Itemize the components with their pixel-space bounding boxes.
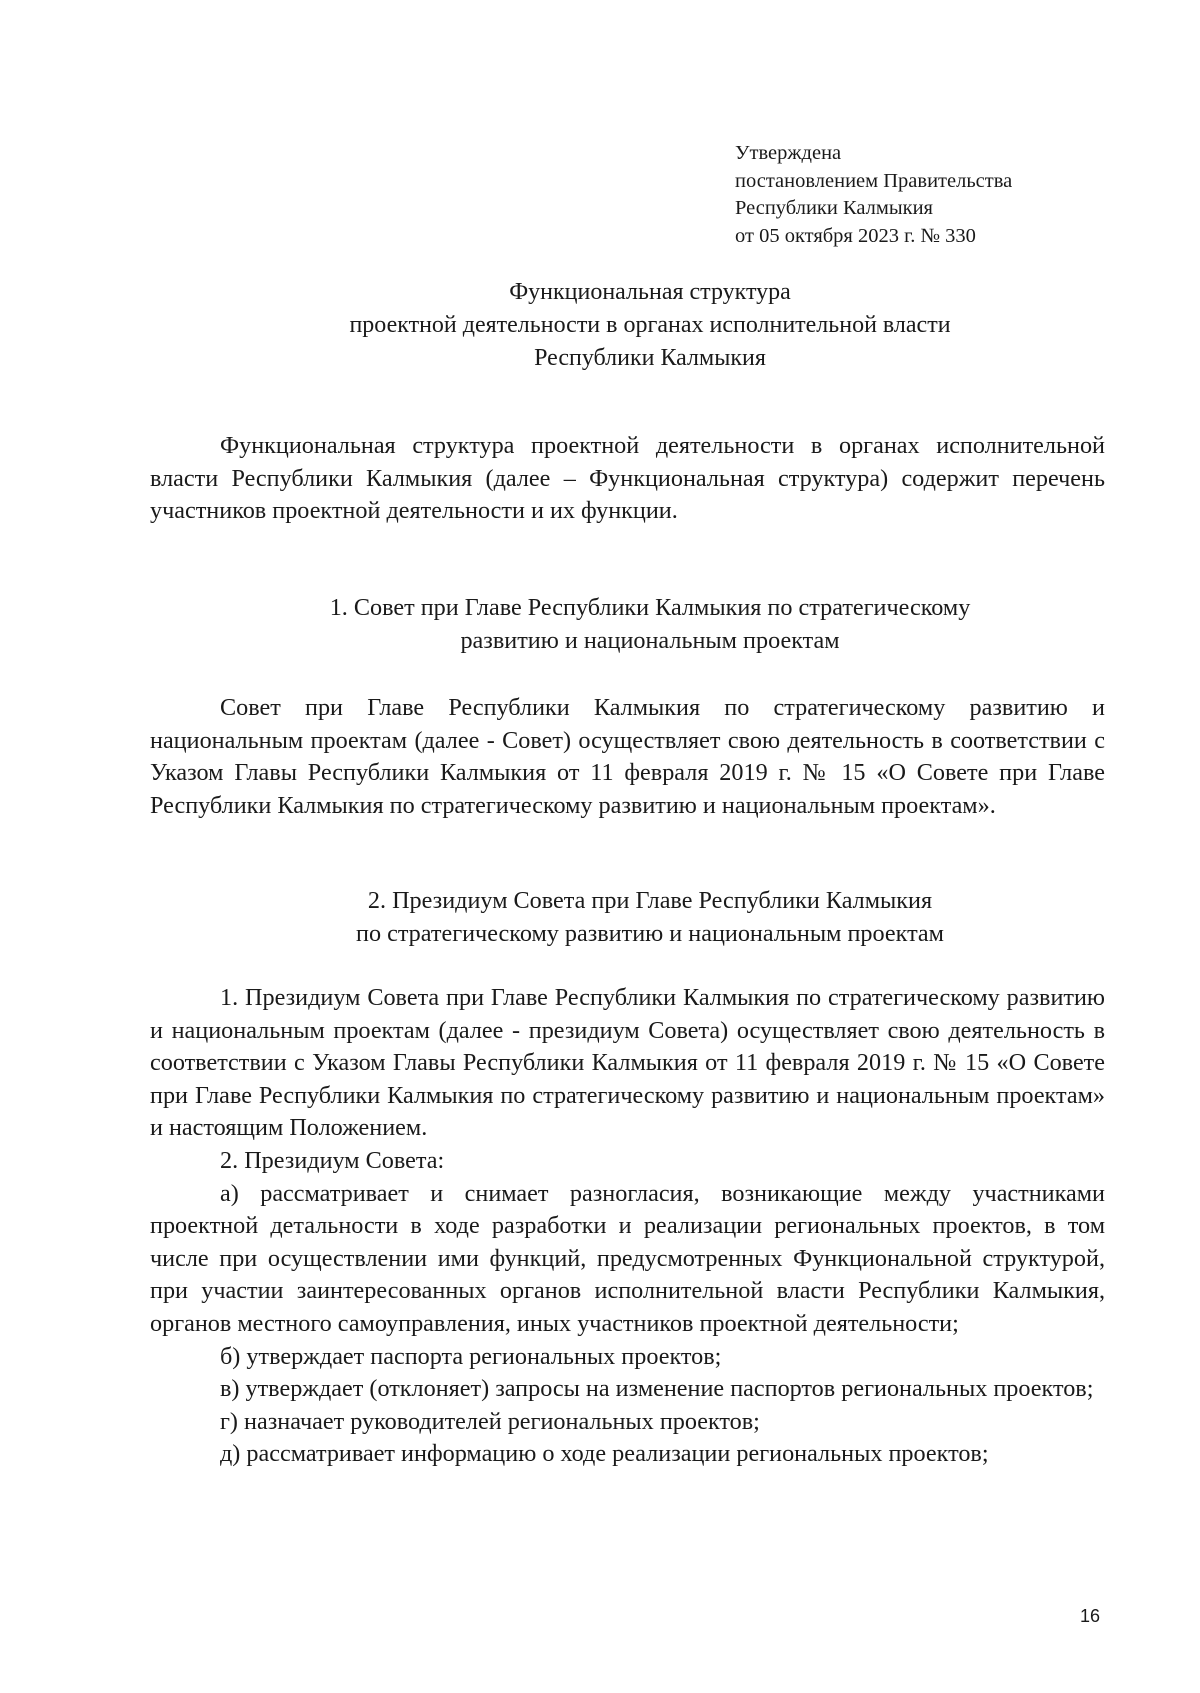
section-1-body bbox=[150, 692, 1105, 822]
section-2-body bbox=[150, 982, 1105, 1471]
section-2-paragraph-2: 2. Президиум Совета: bbox=[220, 1146, 445, 1174]
page-number: 16 bbox=[1080, 1606, 1101, 1626]
heading-line: 2. Президиум Совета при Главе Республики Калмыкия bbox=[367, 887, 933, 914]
title-line: Республики Калмыкия bbox=[534, 345, 766, 371]
approval-line: Республики Калмыкия bbox=[735, 197, 933, 219]
intro-paragraph: Функциональная структура проектной деятельности в органах исполнительной власти Республики Калмыкия (далее – Функциональная структура) содержит перечень участников проектной деятельности и их функции. bbox=[150, 432, 1105, 525]
list-item: б) утверждает паспорта региональных проектов; bbox=[220, 1342, 722, 1370]
document-title bbox=[150, 276, 1150, 375]
section-2-paragraph-1: 1. Президиум Совета при Главе Республики Калмыкия по стратегическому развитию и национальным проектам (далее - президиум Совета) осуществляет свою деятельность в соответствии с Указом Главы Республики Калмыкия от 11 февраля 2019 г. № 15 «О Совете при Главе Республики Калмыкия по стратегическому развитию и национальным проектам» и настоящим Положением. bbox=[150, 984, 1105, 1142]
title-line: проектной деятельности в органах исполнительной власти bbox=[349, 312, 951, 338]
list-item: д) рассматривает информацию о ходе реализации региональных проектов; bbox=[220, 1440, 989, 1468]
approval-line: постановлением Правительства bbox=[735, 169, 1013, 192]
heading-line: развитию и национальным проектам bbox=[460, 626, 840, 654]
approval-stamp bbox=[735, 140, 1012, 250]
title-line: Функциональная структура bbox=[509, 279, 791, 305]
intro-block bbox=[150, 430, 1105, 528]
section-1-heading bbox=[150, 592, 1150, 657]
approval-line: Утверждена bbox=[735, 142, 842, 164]
heading-line: по стратегическому развитию и национальным проектам bbox=[356, 919, 944, 947]
approval-line: от 05 октября 2023 г. № 330 bbox=[735, 224, 976, 247]
list-item: г) назначает руководителей региональных проектов; bbox=[220, 1407, 760, 1435]
list-item: а) рассматривает и снимает разногласия, возникающие между участниками проектной детальности в ходе разработки и реализации региональных проектов, в том числе при осуществлении ими функций, предусмотренных Функциональной структурой, при участии заинтересованных органов исполнительной власти Республики Калмыкия, органов местного самоуправления, иных участников проектной деятельности; bbox=[150, 1179, 1105, 1337]
heading-line: 1. Совет при Главе Республики Калмыкия по стратегическому bbox=[329, 594, 971, 621]
section-2-heading bbox=[150, 885, 1150, 950]
section-1-paragraph: Совет при Главе Республики Калмыкия по стратегическому развитию и национальным проектам (далее - Совет) осуществляет свою деятельность в соответствии с Указом Главы Республики Калмыкия от 11 февраля 2019 г. № 15 «О Совете при Главе Республики Калмыкия по стратегическому развитию и национальным проектам». bbox=[150, 694, 1105, 819]
list-item: в) утверждает (отклоняет) запросы на изменение паспортов региональных проектов; bbox=[220, 1375, 1094, 1403]
